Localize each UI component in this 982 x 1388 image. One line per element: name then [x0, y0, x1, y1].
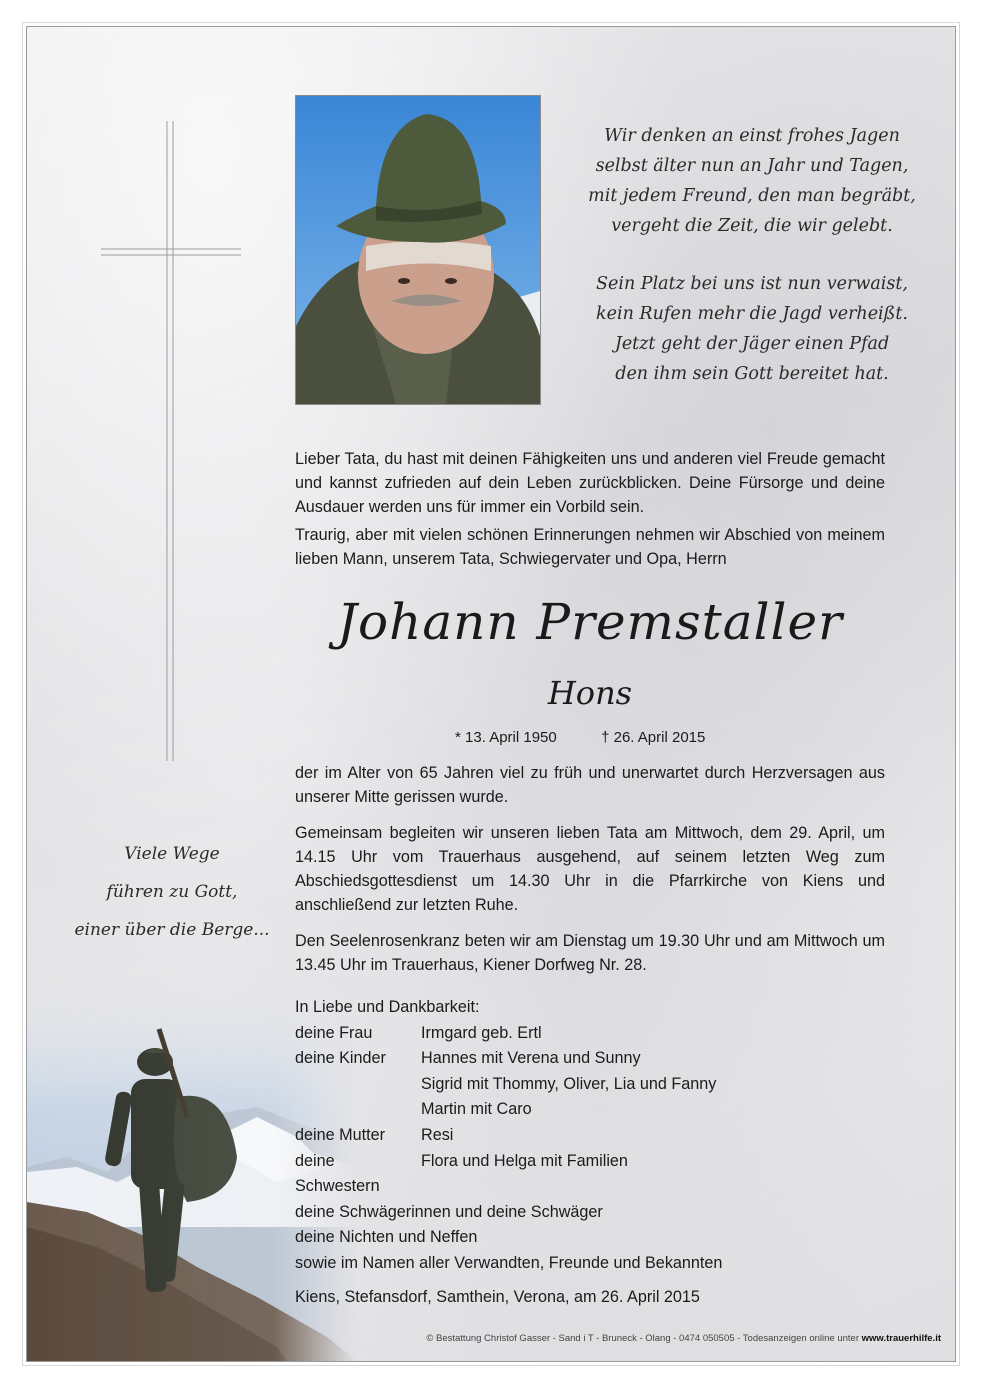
relation-names: Resi	[421, 1125, 454, 1144]
birth-date: * 13. April 1950	[455, 729, 557, 746]
deceased-nickname: Hons	[547, 674, 633, 712]
obituary-sheet	[26, 26, 956, 1362]
intro-paragraph: Lieber Tata, du hast mit deinen Fähigkeiten uns und anderen viel Freude gemacht und kannst zufrieden auf dein Leben zurückblicken. Deine Fürsorge und deine Ausdauer werden uns für immer ein Vorbild sein.	[295, 450, 885, 516]
quote-line: führen zu Gott,	[106, 882, 238, 902]
poem-line: Wir denken an einst frohes Jagen	[604, 126, 900, 146]
poem-line: kein Rufen mehr die Jagd verheißt.	[596, 304, 908, 324]
relation-names: Irmgard geb. Ertl	[421, 1023, 542, 1042]
family-row	[295, 1072, 895, 1098]
family-row	[295, 1021, 895, 1047]
side-quote	[67, 835, 277, 949]
life-dates	[455, 729, 705, 746]
relation: deine Mutter	[295, 1125, 385, 1144]
place-date: Kiens, Stefansdorf, Samthein, Verona, am 26. April 2015	[295, 1287, 700, 1306]
poem-line: selbst älter nun an Jahr und Tagen,	[595, 156, 909, 176]
family-row	[295, 1149, 895, 1200]
details-paragraph: der im Alter von 65 Jahren viel zu früh und unerwartet durch Herzversagen aus unserer Mitte gerissen wurde.	[295, 764, 885, 806]
poem-line: mit jedem Freund, den man begräbt,	[588, 186, 916, 206]
relation-names: Martin mit Caro	[421, 1100, 532, 1119]
details-paragraph: Gemeinsam begleiten wir unseren lieben Tata am Mittwoch, dem 29. April, um 14.15 Uhr vom Trauerhaus ausgehend, auf seinem letzten Weg zum Abschiedsgottesdienst um 14.30 Uhr in die Pfarrkirche von Kiens und anschließend zur letzten Ruhe.	[295, 824, 885, 914]
quote-line: einer über die Berge...	[74, 920, 270, 940]
portrait-photo	[295, 95, 541, 405]
family-row	[295, 1097, 895, 1123]
details-paragraph: Den Seelenrosenkranz beten wir am Dienstag um 19.30 Uhr und am Mittwoch um 13.45 Uhr im Trauerhaus, Kiener Dorfweg Nr. 28.	[295, 932, 885, 974]
poem-line: den ihm sein Gott bereitet hat.	[615, 364, 889, 384]
poem-line: Sein Platz bei uns ist nun verwaist,	[596, 274, 908, 294]
footer-text: © Bestattung Christof Gasser - Sand i T - Bruneck - Olang - 0474 050505 - Todesanzeigen online unter	[426, 1333, 859, 1344]
poem-line: vergeht die Zeit, die wir gelebt.	[611, 216, 893, 236]
family-line: sowie im Namen aller Verwandten, Freunde und Bekannten	[295, 1253, 723, 1272]
poem-line: Jetzt geht der Jäger einen Pfad	[614, 334, 890, 354]
family-line: deine Schwägerinnen und deine Schwäger	[295, 1202, 603, 1221]
cross-icon	[101, 121, 241, 761]
deceased-name: Johann Premstaller	[336, 593, 844, 651]
family-row	[295, 1046, 895, 1072]
family-row	[295, 1123, 895, 1149]
relation: deine Frau	[295, 1023, 373, 1042]
footer	[27, 1333, 941, 1344]
relation	[295, 1072, 421, 1098]
relation-names: Flora und Helga mit Familien	[421, 1151, 628, 1170]
relation: deine Schwestern	[295, 1151, 380, 1196]
death-date: † 26. April 2015	[601, 729, 706, 746]
footer-website-link[interactable]: www.trauerhilfe.it	[861, 1333, 941, 1344]
poem	[567, 121, 937, 389]
intro-text	[295, 447, 885, 571]
quote-line: Viele Wege	[124, 844, 220, 864]
details-text	[295, 761, 885, 977]
relation-names: Sigrid mit Thommy, Oliver, Lia und Fanny	[421, 1074, 717, 1093]
relation-names: Hannes mit Verena und Sunny	[421, 1049, 641, 1068]
relation: deine Kinder	[295, 1049, 386, 1068]
relation	[295, 1097, 421, 1123]
family-line: deine Nichten und Neffen	[295, 1228, 478, 1247]
family-list	[295, 995, 895, 1310]
intro-paragraph: Traurig, aber mit vielen schönen Erinnerungen nehmen wir Abschied von meinem lieben Mann, unserem Tata, Schwiegervater und Opa, Herrn	[295, 526, 885, 568]
family-heading: In Liebe und Dankbarkeit:	[295, 998, 480, 1016]
